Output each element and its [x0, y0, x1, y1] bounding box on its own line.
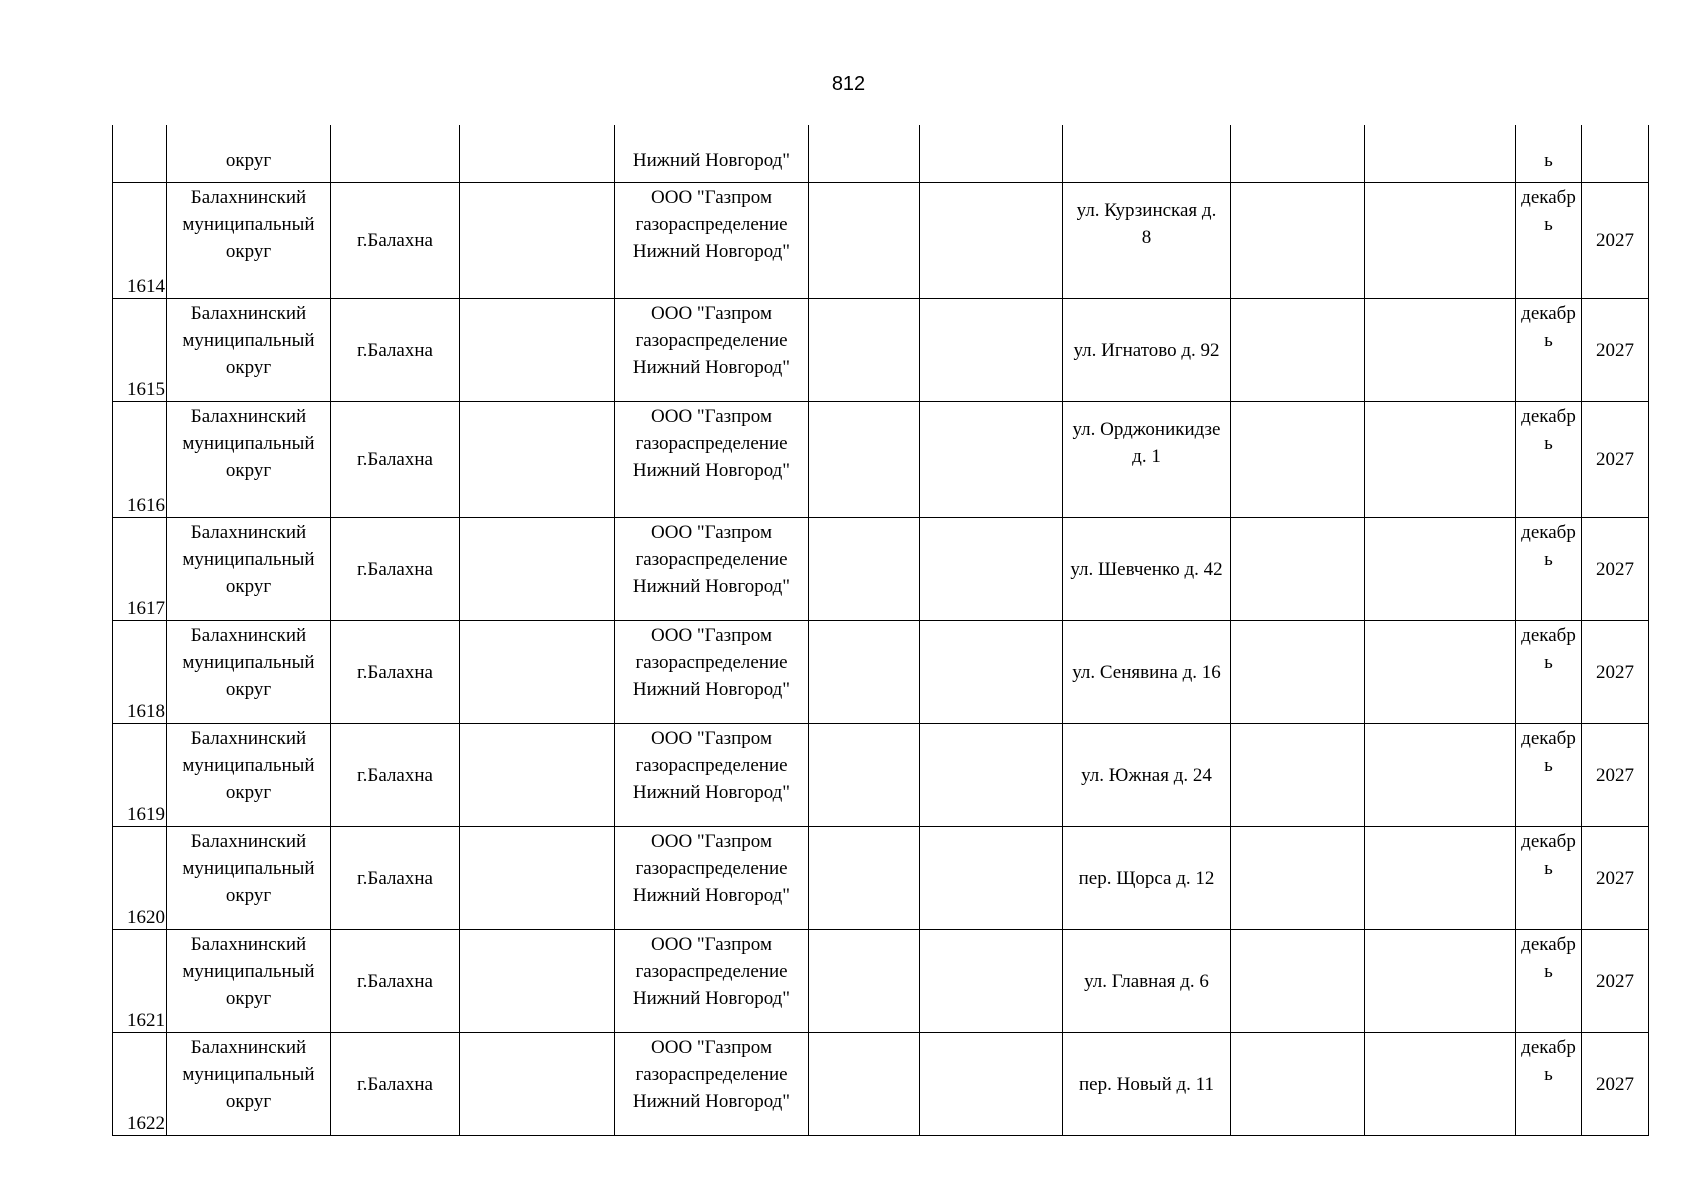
district-cell-line: Балахнинский	[190, 522, 307, 543]
district-cell-line: Балахнинский	[190, 406, 307, 427]
empty-cell	[1231, 125, 1365, 183]
organization-cell-line: Нижний Новгород"	[632, 885, 791, 906]
district-cell-line: муниципальный	[182, 549, 315, 570]
month-cell-line: декабр	[1521, 831, 1576, 852]
address-cell	[1063, 183, 1231, 299]
empty-cell	[809, 1033, 920, 1136]
empty-cell	[920, 402, 1063, 518]
year-cell: 2027	[1582, 183, 1649, 299]
district-cell-line: муниципальный	[182, 330, 315, 351]
table-row	[113, 724, 1649, 827]
empty-cell	[1365, 518, 1516, 621]
address-cell-line: ул. Шевченко д. 42	[1070, 558, 1223, 580]
empty-cell	[809, 402, 920, 518]
empty-cell	[809, 183, 920, 299]
empty-cell	[920, 183, 1063, 299]
address-cell	[1063, 827, 1231, 930]
month-cell	[1516, 299, 1582, 402]
row-number-cell: 1619	[113, 724, 167, 827]
address-cell	[1063, 518, 1231, 621]
organization-cell-line: ООО "Газпром	[651, 625, 772, 646]
table-row	[113, 621, 1649, 724]
organization-cell	[615, 183, 809, 299]
district-cell	[167, 299, 331, 402]
district-cell	[167, 183, 331, 299]
table-row	[113, 402, 1649, 518]
address-cell	[1063, 621, 1231, 724]
empty-cell	[1231, 930, 1365, 1033]
district-cell	[167, 518, 331, 621]
empty-cell	[460, 827, 615, 930]
empty-cell	[1231, 183, 1365, 299]
address-cell-line: ул. Орджоникидзе	[1072, 419, 1221, 440]
address-cell	[1063, 1033, 1231, 1136]
empty-cell	[920, 621, 1063, 724]
month-cell	[1516, 402, 1582, 518]
month-cell-line: декабр	[1521, 934, 1576, 955]
locality-cell: г.Балахна	[331, 827, 460, 930]
district-cell-line: округ	[225, 782, 272, 803]
table-row	[113, 183, 1649, 299]
district-cell	[167, 1033, 331, 1136]
district-cell-line: муниципальный	[182, 433, 315, 454]
row-number-cell: 1615	[113, 299, 167, 402]
empty-cell	[809, 299, 920, 402]
month-cell-line: декабр	[1521, 406, 1576, 427]
month-cell	[1516, 518, 1582, 621]
month-cell	[1516, 183, 1582, 299]
table-row	[113, 299, 1649, 402]
empty-cell	[920, 1033, 1063, 1136]
organization-cell	[615, 299, 809, 402]
empty-cell	[1365, 125, 1516, 183]
district-cell-line: муниципальный	[182, 961, 315, 982]
district-cell-line: округ	[225, 679, 272, 700]
page-number: 812	[831, 73, 866, 95]
locality-cell: г.Балахна	[331, 930, 460, 1033]
district-cell-line: Балахнинский	[190, 728, 307, 749]
district-cell-line: округ	[225, 460, 272, 481]
empty-cell	[1231, 299, 1365, 402]
address-cell-line: ул. Игнатово д. 92	[1073, 339, 1220, 361]
district-cell	[167, 724, 331, 827]
address-cell-line: ул. Сенявина д. 16	[1072, 661, 1221, 683]
row-number-cell	[113, 125, 167, 183]
organization-cell-line: Нижний Новгород"	[632, 782, 791, 803]
table-row-continuation	[113, 125, 1649, 183]
row-number-cell: 1616	[113, 402, 167, 518]
district-cell-line: округ	[225, 885, 272, 906]
table-row	[113, 930, 1649, 1033]
organization-cell-line: газораспределение	[635, 858, 788, 879]
empty-cell	[1231, 402, 1365, 518]
organization-cell	[615, 518, 809, 621]
organization-cell-line: Нижний Новгород"	[632, 357, 791, 378]
empty-cell	[920, 930, 1063, 1033]
empty-cell	[460, 125, 615, 183]
year-cell: 2027	[1582, 621, 1649, 724]
organization-cell	[615, 621, 809, 724]
year-cell: 2027	[1582, 930, 1649, 1033]
empty-cell	[1365, 930, 1516, 1033]
empty-cell	[460, 1033, 615, 1136]
address-cell	[1063, 402, 1231, 518]
empty-cell	[1231, 621, 1365, 724]
year-cell: 2027	[1582, 518, 1649, 621]
empty-cell	[920, 125, 1063, 183]
district-cell-line: округ	[225, 357, 272, 378]
month-cell-line: ь	[1544, 1064, 1553, 1085]
organization-cell-line: газораспределение	[635, 652, 788, 673]
organization-cell	[615, 402, 809, 518]
empty-cell	[460, 724, 615, 827]
empty-cell	[920, 299, 1063, 402]
district-cell	[167, 827, 331, 930]
organization-cell-line: ООО "Газпром	[651, 406, 772, 427]
empty-cell	[460, 402, 615, 518]
empty-cell	[809, 827, 920, 930]
address-cell	[1063, 125, 1231, 183]
locality-cell	[331, 125, 460, 183]
district-cell-line: округ	[225, 988, 272, 1009]
organization-cell-line: ООО "Газпром	[651, 934, 772, 955]
organization-cell-line: Нижний Новгород"	[632, 1091, 791, 1112]
empty-cell	[809, 724, 920, 827]
month-cell-line: декабр	[1521, 625, 1576, 646]
month-cell	[1516, 827, 1582, 930]
district-cell-line: округ	[225, 576, 272, 597]
organization-cell-line: газораспределение	[635, 549, 788, 570]
district-cell-line: муниципальный	[182, 652, 315, 673]
empty-cell	[920, 724, 1063, 827]
row-number-cell: 1620	[113, 827, 167, 930]
organization-cell-line: газораспределение	[635, 330, 788, 351]
month-cell-line: декабр	[1521, 1037, 1576, 1058]
organization-cell-line: газораспределение	[635, 214, 788, 235]
month-cell-line: декабр	[1521, 303, 1576, 324]
address-cell	[1063, 724, 1231, 827]
address-cell-line: ул. Южная д. 24	[1081, 764, 1212, 786]
organization-cell-line: газораспределение	[635, 1064, 788, 1085]
table-row	[113, 827, 1649, 930]
month-cell-line: ь	[1544, 755, 1553, 776]
organization-cell-line: ООО "Газпром	[651, 728, 772, 749]
empty-cell	[809, 518, 920, 621]
empty-cell	[1231, 518, 1365, 621]
month-cell-line: ь	[1544, 330, 1553, 351]
district-cell-line: муниципальный	[182, 755, 315, 776]
month-cell-line: декабр	[1521, 728, 1576, 749]
organization-cell-line: Нижний Новгород"	[632, 679, 791, 700]
organization-cell-line: Нижний Новгород"	[632, 241, 791, 262]
empty-cell	[1365, 183, 1516, 299]
month-cell-line: ь	[1544, 214, 1553, 235]
month-cell-line: ь	[1544, 652, 1553, 673]
organization-cell	[615, 930, 809, 1033]
month-cell-line: декабр	[1521, 187, 1576, 208]
empty-cell	[1365, 299, 1516, 402]
district-cell-line: округ	[225, 241, 272, 262]
month-cell	[1516, 1033, 1582, 1136]
row-number-cell: 1617	[113, 518, 167, 621]
registry-table	[112, 125, 1649, 1136]
empty-cell	[1231, 724, 1365, 827]
district-cell-line: Балахнинский	[190, 1037, 307, 1058]
locality-cell: г.Балахна	[331, 299, 460, 402]
district-cell-line: муниципальный	[182, 1064, 315, 1085]
address-cell	[1063, 299, 1231, 402]
table-body	[113, 125, 1649, 1136]
district-cell: округ	[167, 125, 331, 183]
empty-cell	[1365, 1033, 1516, 1136]
month-cell-line: декабр	[1521, 522, 1576, 543]
month-cell-line: ь	[1544, 961, 1553, 982]
district-cell	[167, 621, 331, 724]
organization-cell-line: ООО "Газпром	[651, 1037, 772, 1058]
district-cell	[167, 930, 331, 1033]
table-row	[113, 1033, 1649, 1136]
organization-cell	[615, 724, 809, 827]
month-cell-line: ь	[1544, 858, 1553, 879]
row-number-cell: 1622	[113, 1033, 167, 1136]
address-cell-line: ул. Курзинская д.	[1076, 200, 1217, 221]
empty-cell	[460, 183, 615, 299]
row-number-cell: 1621	[113, 930, 167, 1033]
address-cell-line: пер. Щорса д. 12	[1078, 867, 1215, 889]
organization-cell-line: Нижний Новгород"	[632, 988, 791, 1009]
empty-cell	[1365, 621, 1516, 724]
empty-cell	[920, 518, 1063, 621]
district-cell-line: округ	[225, 1091, 272, 1112]
empty-cell	[1365, 827, 1516, 930]
empty-cell	[1365, 724, 1516, 827]
row-number-cell: 1614	[113, 183, 167, 299]
organization-cell-line: ООО "Газпром	[651, 187, 772, 208]
locality-cell: г.Балахна	[331, 183, 460, 299]
month-cell-line: ь	[1544, 433, 1553, 454]
address-cell-line: ул. Главная д. 6	[1084, 970, 1209, 992]
empty-cell	[1231, 1033, 1365, 1136]
district-cell-line: муниципальный	[182, 214, 315, 235]
organization-cell	[615, 827, 809, 930]
organization-cell-line: газораспределение	[635, 961, 788, 982]
address-cell-line: д. 1	[1132, 446, 1161, 467]
month-cell	[1516, 621, 1582, 724]
organization-cell-line: ООО "Газпром	[651, 303, 772, 324]
empty-cell	[460, 299, 615, 402]
organization-cell-line: Нижний Новгород"	[632, 460, 791, 481]
month-cell-line: ь	[1544, 549, 1553, 570]
address-cell	[1063, 930, 1231, 1033]
year-cell: 2027	[1582, 402, 1649, 518]
organization-cell-line: газораспределение	[635, 755, 788, 776]
address-cell-line: пер. Новый д. 11	[1079, 1073, 1214, 1095]
table-row	[113, 518, 1649, 621]
organization-cell	[615, 1033, 809, 1136]
organization-cell-line: газораспределение	[635, 433, 788, 454]
organization-cell-line: ООО "Газпром	[651, 831, 772, 852]
district-cell	[167, 402, 331, 518]
district-cell-line: Балахнинский	[190, 303, 307, 324]
locality-cell: г.Балахна	[331, 402, 460, 518]
locality-cell: г.Балахна	[331, 518, 460, 621]
district-cell-line: Балахнинский	[190, 831, 307, 852]
locality-cell: г.Балахна	[331, 621, 460, 724]
locality-cell: г.Балахна	[331, 724, 460, 827]
organization-cell: Нижний Новгород"	[615, 125, 809, 183]
empty-cell	[460, 518, 615, 621]
empty-cell	[920, 827, 1063, 930]
year-cell: 2027	[1582, 1033, 1649, 1136]
row-number-cell: 1618	[113, 621, 167, 724]
empty-cell	[1365, 402, 1516, 518]
empty-cell	[460, 930, 615, 1033]
year-cell	[1582, 125, 1649, 183]
month-cell: ь	[1516, 125, 1582, 183]
empty-cell	[809, 930, 920, 1033]
address-cell-line: 8	[1141, 227, 1152, 248]
year-cell: 2027	[1582, 299, 1649, 402]
empty-cell	[809, 125, 920, 183]
year-cell: 2027	[1582, 724, 1649, 827]
empty-cell	[460, 621, 615, 724]
month-cell	[1516, 724, 1582, 827]
organization-cell-line: Нижний Новгород"	[632, 576, 791, 597]
district-cell-line: Балахнинский	[190, 187, 307, 208]
empty-cell	[1231, 827, 1365, 930]
district-cell-line: Балахнинский	[190, 625, 307, 646]
district-cell-line: Балахнинский	[190, 934, 307, 955]
district-cell-line: муниципальный	[182, 858, 315, 879]
month-cell	[1516, 930, 1582, 1033]
empty-cell	[809, 621, 920, 724]
locality-cell: г.Балахна	[331, 1033, 460, 1136]
year-cell: 2027	[1582, 827, 1649, 930]
organization-cell-line: ООО "Газпром	[651, 522, 772, 543]
